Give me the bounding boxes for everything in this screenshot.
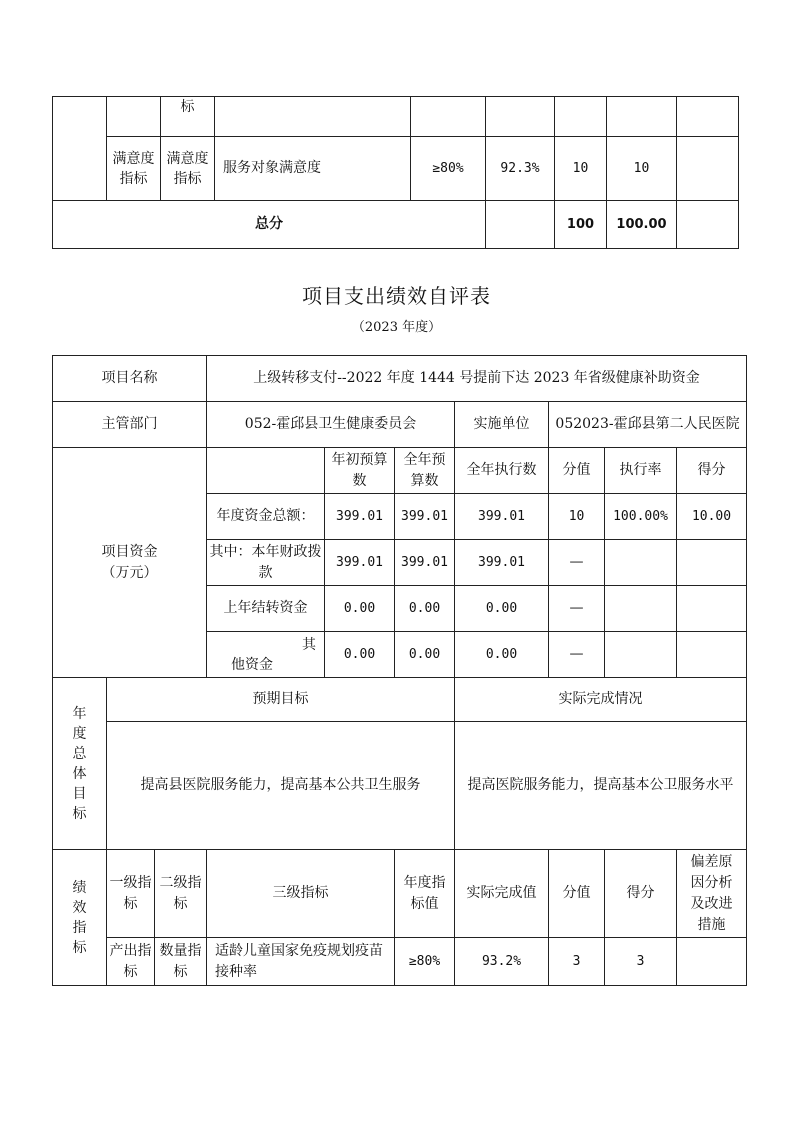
header-score: 得分	[677, 448, 747, 494]
total-score: 100.00	[607, 201, 677, 249]
header-level3: 三级指标	[207, 850, 395, 938]
blank-cell	[215, 97, 411, 137]
project-name-label: 项目名称	[53, 356, 207, 402]
blank-cell	[411, 97, 486, 137]
dept-label: 主管部门	[53, 402, 207, 448]
level3-indicator: 适龄儿童国家免疫规划疫苗接种率	[207, 938, 395, 986]
table-row	[53, 448, 747, 494]
blank-cell	[677, 201, 739, 249]
score-value: 10	[549, 494, 605, 540]
previous-page-table	[52, 96, 739, 249]
fund-row-label: 其中：本年财政拨款	[207, 540, 325, 586]
fund-row-label: 年度资金总额：	[207, 494, 325, 540]
table-row	[53, 356, 747, 402]
score	[677, 632, 747, 678]
full-year-budget: 399.01	[395, 494, 455, 540]
total-label: 总分	[53, 201, 486, 249]
blank-cell	[53, 97, 107, 201]
indicators-label: 绩效指标	[53, 850, 107, 986]
blank-cell	[107, 97, 161, 137]
executed: 0.00	[455, 586, 549, 632]
fund-row-label: 上年结转资金	[207, 586, 325, 632]
target-value: ≥80%	[395, 938, 455, 986]
actual-value: 93.2%	[455, 938, 549, 986]
header-deviation: 偏差原因分析及改进措施	[677, 850, 747, 938]
actual-goal-label: 实际完成情况	[455, 678, 747, 722]
blank-cell	[555, 97, 607, 137]
year-label: （2023 年度）	[351, 320, 442, 335]
fund-row-label-b: 他资金	[231, 656, 274, 673]
goals-label: 年度总体目标	[53, 678, 107, 850]
full-year-budget: 399.01	[395, 540, 455, 586]
funds-label: 项目资金（万元）	[53, 448, 207, 678]
project-name: 上级转移支付--2022 年度 1444 号提前下达 2023 年省级健康补助资金	[207, 356, 747, 402]
score	[677, 540, 747, 586]
blank-cell	[207, 448, 325, 494]
page-title: 项目支出绩效自评表	[302, 284, 491, 308]
score-value: —	[549, 632, 605, 678]
table-row	[53, 938, 747, 986]
header-full-year-budget: 全年预算数	[395, 448, 455, 494]
header-executed: 全年执行数	[455, 448, 549, 494]
unit-value: 052023-霍邱县第二人民医院	[549, 402, 747, 448]
exec-rate	[605, 586, 677, 632]
fund-row-label	[207, 632, 325, 678]
exec-rate: 100.00%	[605, 494, 677, 540]
evaluation-table	[52, 355, 747, 986]
target-value: ≥80%	[411, 137, 486, 201]
total-row	[53, 201, 739, 249]
score: 3	[605, 938, 677, 986]
table-row	[53, 678, 747, 722]
score	[677, 586, 747, 632]
level1-indicator: 产出指标	[107, 938, 155, 986]
header-exec-rate: 执行率	[605, 448, 677, 494]
initial-budget: 0.00	[325, 632, 395, 678]
score-value: 3	[549, 938, 605, 986]
fund-row-label-a: 其	[302, 636, 317, 653]
actual-goal: 提高医院服务能力，提高基本公卫服务水平	[455, 722, 747, 850]
exec-rate	[605, 632, 677, 678]
table-row	[53, 137, 739, 201]
blank-cell	[486, 201, 555, 249]
level3-indicator: 服务对象满意度	[215, 137, 411, 201]
header-initial-budget: 年初预算数	[325, 448, 395, 494]
score-value: 10	[555, 137, 607, 201]
level2-indicator: 满意度指标	[161, 137, 215, 201]
exec-rate	[605, 540, 677, 586]
blank-cell	[607, 97, 677, 137]
header-level1: 一级指标	[107, 850, 155, 938]
dept-value: 052-霍邱县卫生健康委员会	[207, 402, 455, 448]
full-year-budget: 0.00	[395, 586, 455, 632]
score-value: —	[549, 540, 605, 586]
header-actual: 实际完成值	[455, 850, 549, 938]
deviation	[677, 938, 747, 986]
total-score-value: 100	[555, 201, 607, 249]
executed: 399.01	[455, 540, 549, 586]
initial-budget: 399.01	[325, 540, 395, 586]
executed: 0.00	[455, 632, 549, 678]
score: 10.00	[677, 494, 747, 540]
score: 10	[607, 137, 677, 201]
header-level2: 二级指标	[155, 850, 207, 938]
initial-budget: 0.00	[325, 586, 395, 632]
header-score: 得分	[605, 850, 677, 938]
header-score-value: 分值	[549, 850, 605, 938]
initial-budget: 399.01	[325, 494, 395, 540]
table-row	[53, 722, 747, 850]
table-row	[53, 402, 747, 448]
level1-indicator: 满意度指标	[107, 137, 161, 201]
level2-indicator: 数量指标	[155, 938, 207, 986]
full-year-budget: 0.00	[395, 632, 455, 678]
header-score-value: 分值	[549, 448, 605, 494]
level2-cell-continued: 标	[161, 97, 215, 137]
expected-goal: 提高县医院服务能力，提高基本公共卫生服务	[107, 722, 455, 850]
blank-cell	[677, 97, 739, 137]
unit-label: 实施单位	[455, 402, 549, 448]
actual-value: 92.3%	[486, 137, 555, 201]
table-row	[53, 97, 739, 137]
table-row	[53, 850, 747, 938]
blank-cell	[677, 137, 739, 201]
blank-cell	[486, 97, 555, 137]
score-value: —	[549, 586, 605, 632]
expected-goal-label: 预期目标	[107, 678, 455, 722]
executed: 399.01	[455, 494, 549, 540]
header-target: 年度指标值	[395, 850, 455, 938]
